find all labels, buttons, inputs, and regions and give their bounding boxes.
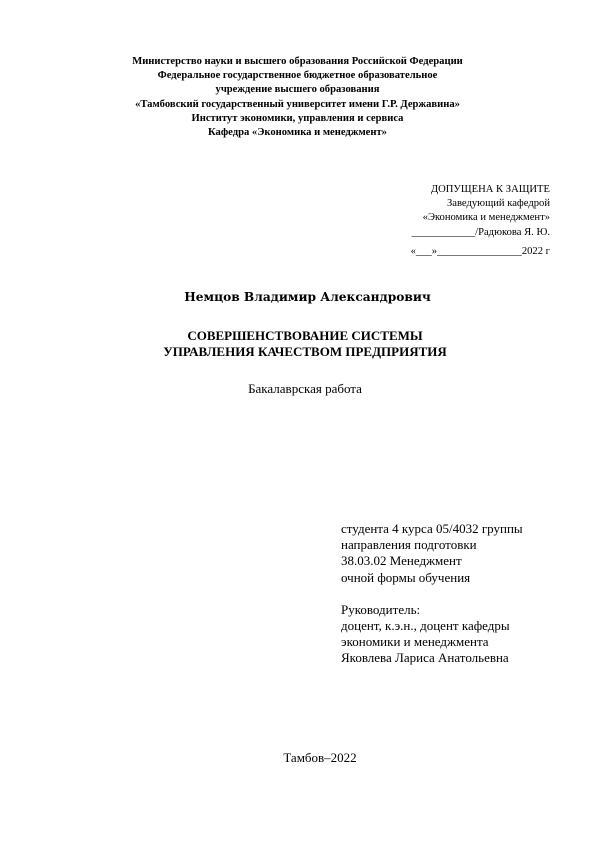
thesis-title-line-1: СОВЕРШЕНСТВОВАНИЕ СИСТЕМЫ (187, 328, 423, 343)
institution-header (0, 55, 595, 140)
student-info-block (341, 521, 523, 667)
header-line-ministry: Министерство науки и высшего образования Российской Федерации (132, 56, 463, 67)
header-line-institute: Институт экономики, управления и сервиса (191, 112, 404, 124)
city-year: Тамбов–2022 (283, 750, 357, 765)
approval-block (411, 183, 550, 259)
student-study-form: очной формы обучения (341, 569, 471, 585)
work-type: Бакалаврская работа (248, 381, 362, 396)
supervisor-position: доцент, к.э.н., доцент кафедры (341, 618, 510, 634)
header-line-institution-type: Федеральное государственное бюджетное образовательное (157, 70, 438, 82)
thesis-title (0, 328, 595, 360)
student-direction-label: направления подготовки (341, 537, 477, 553)
approval-department: «Экономика и менеджмент» (422, 212, 550, 224)
approval-head-title: Заведующий кафедрой (446, 198, 550, 210)
approval-signature-line: ____________/Радюкова Я. Ю. (411, 226, 550, 238)
header-line-education-level: учреждение высшего образования (215, 84, 380, 96)
student-course-group: студента 4 курса 05/4032 группы (341, 521, 523, 536)
student-direction-code: 38.03.02 Менеджмент (341, 553, 462, 569)
thesis-title-line-2: УПРАВЛЕНИЯ КАЧЕСТВОМ ПРЕДПРИЯТИЯ (163, 344, 447, 359)
supervisor-label: Руководитель: (341, 601, 421, 617)
header-line-university: «Тамбовский государственный университет имени Г.Р. Державина» (135, 98, 460, 110)
author-name: Немцов Владимир Александрович (184, 290, 431, 304)
supervisor-name: Яковлева Лариса Анатольевна (341, 650, 509, 666)
approval-date-line: «___»________________2022 г (410, 245, 550, 257)
approval-status: ДОПУЩЕНА К ЗАЩИТЕ (430, 184, 550, 195)
header-line-department: Кафедра «Экономика и менеджмент» (208, 127, 387, 139)
supervisor-department: экономики и менеджмента (341, 634, 489, 650)
spacer (341, 586, 523, 602)
